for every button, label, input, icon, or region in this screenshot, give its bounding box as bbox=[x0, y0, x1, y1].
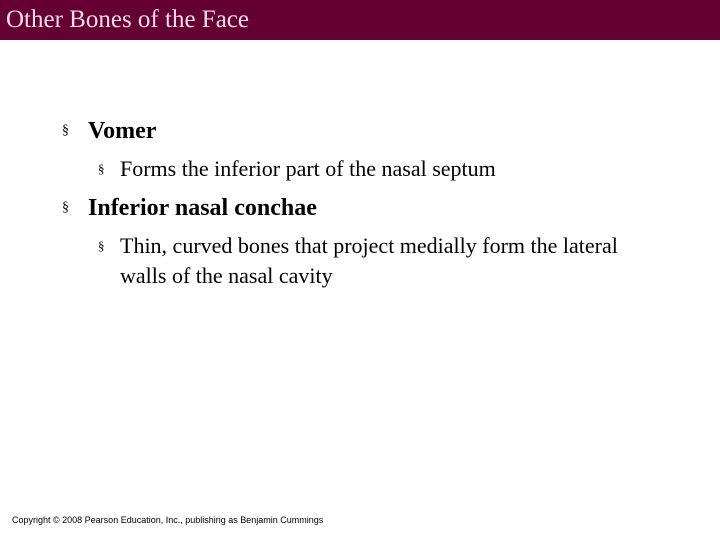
bullet-marker-icon: § bbox=[98, 238, 105, 253]
sub-bullet-vomer bbox=[98, 154, 668, 184]
slide-title: Other Bones of the Face bbox=[6, 6, 249, 33]
sub-bullet-conchae bbox=[98, 231, 668, 291]
sub-bullet-text: Thin, curved bones that project medially form the lateral walls of the nasal cavity bbox=[120, 233, 618, 288]
bullet-marker-icon: § bbox=[62, 123, 69, 138]
sub-bullet-text: Forms the inferior part of the nasal septum bbox=[120, 156, 496, 181]
copyright-footer: Copyright © 2008 Pearson Education, Inc., publishing as Benjamin Cummings bbox=[12, 515, 324, 525]
bullet-marker-icon: § bbox=[98, 161, 105, 176]
bullet-label: Vomer bbox=[88, 118, 157, 144]
bullet-marker-icon: § bbox=[62, 200, 69, 215]
slide-title-bar bbox=[0, 0, 720, 40]
bullet-label: Inferior nasal conchae bbox=[88, 195, 317, 221]
